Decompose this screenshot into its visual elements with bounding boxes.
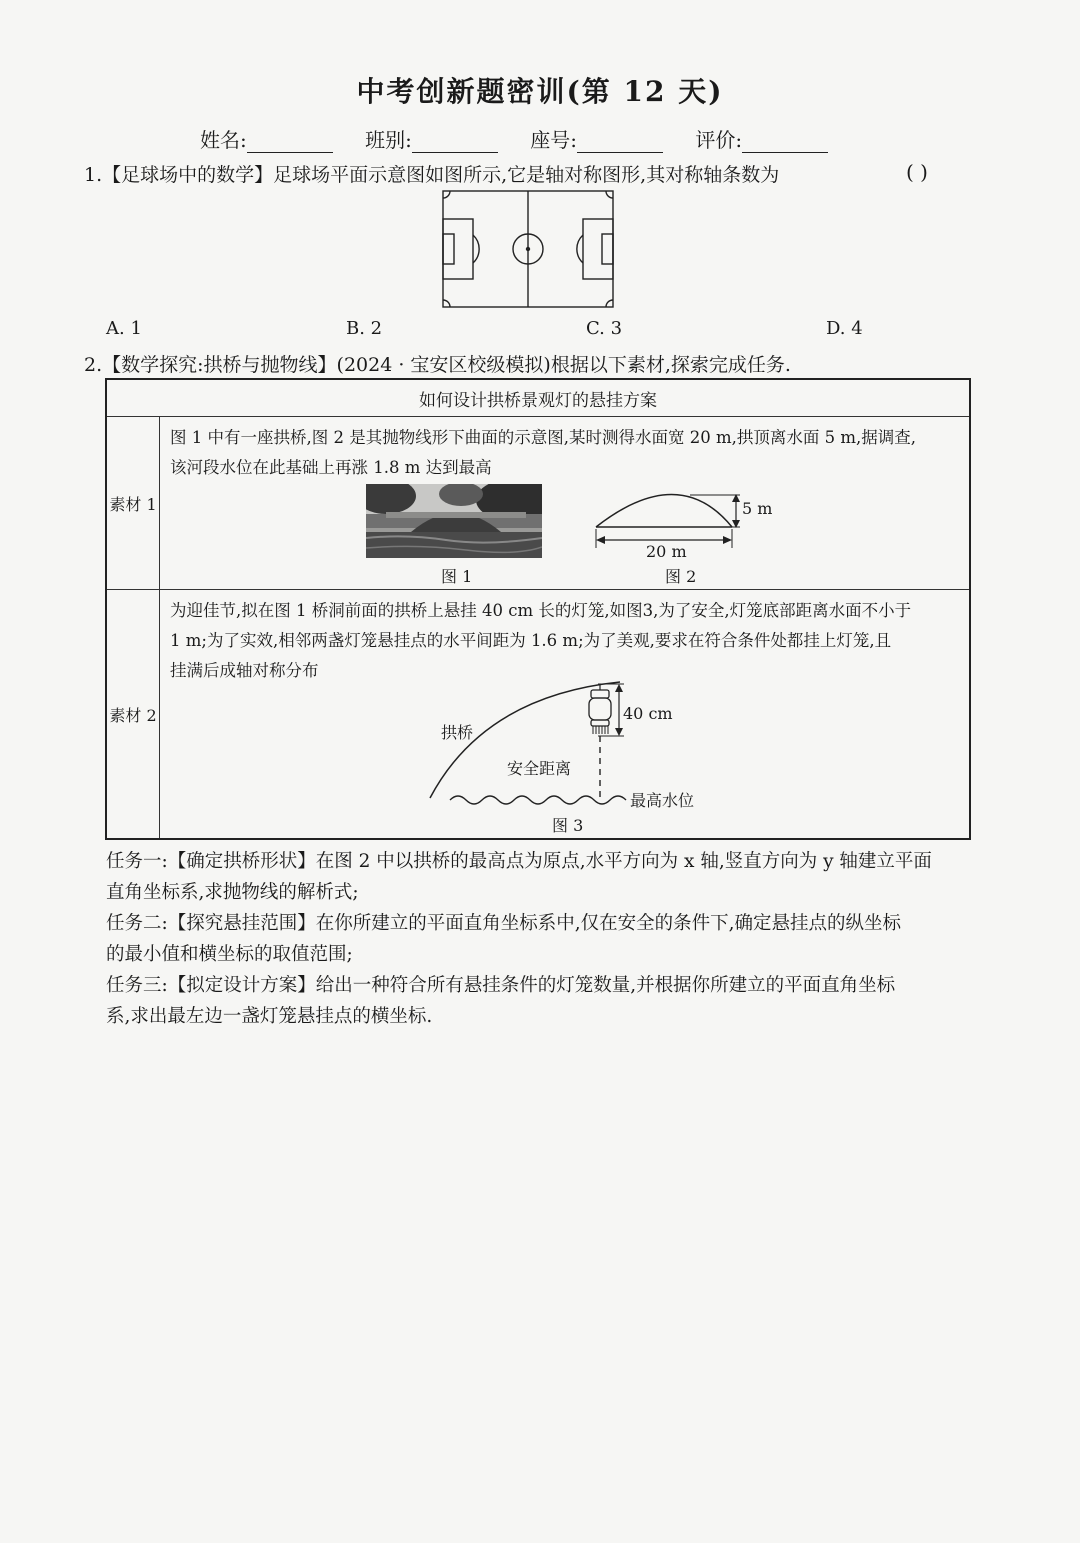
- soccer-field-diagram: [442, 190, 614, 308]
- material-2-line-1: 为迎佳节,拟在图 1 桥洞前面的拱桥上悬挂 40 cm 长的灯笼,如图3,为了安全,灯笼底部距离水面不小于: [170, 601, 912, 620]
- class-field: [365, 124, 498, 153]
- bridge-photo: [366, 484, 542, 558]
- task-3-line-2: 系,求出最左边一盏灯笼悬挂点的横坐标.: [106, 1006, 433, 1027]
- question-2-text: 2.【数学探究:拱桥与抛物线】(2024 · 宝安区校级模拟)根据以下素材,探索完成任务.: [84, 354, 791, 376]
- name-field: [200, 124, 333, 153]
- fig3-bridge-label: 拱桥: [441, 723, 474, 742]
- question-1-text: 1.【足球场中的数学】足球场平面示意图如图所示,它是轴对称图形,其对称轴条数为: [84, 164, 780, 186]
- class-blank: [412, 134, 498, 153]
- task-2-line-1: 任务二:【探究悬挂范围】在你所建立的平面直角坐标系中,仅在安全的条件下,确定悬挂点的纵坐标: [106, 913, 901, 934]
- option-a: A. 1: [106, 318, 142, 339]
- student-info-row: [200, 124, 854, 153]
- option-b: B. 2: [346, 318, 383, 339]
- fig3-caption: 图 3: [552, 816, 584, 835]
- task-1-line-1: 任务一:【确定拱桥形状】在图 2 中以拱桥的最高点为原点,水平方向为 x 轴,竖直方向为 y 轴建立平面: [106, 851, 932, 872]
- material-2-line-2: 1 m;为了实效,相邻两盏灯笼悬挂点的水平间距为 1.6 m;为了美观,要求在符合条件处都挂上灯笼,且: [170, 631, 892, 650]
- answer-parentheses: ( ): [906, 160, 928, 184]
- eval-field: [695, 124, 828, 153]
- material-1-label: 素材 1: [106, 417, 160, 590]
- material-1-cell: [160, 417, 971, 590]
- page-title: 中考创新题密训(第 12 天): [356, 75, 724, 108]
- name-label: 姓名:: [200, 128, 247, 152]
- task-3-line-1: 任务三:【拟定设计方案】给出一种符合所有悬挂条件的灯笼数量,并根据你所建立的平面直角坐标: [106, 975, 896, 996]
- fig3-water-level-label: 最高水位: [630, 791, 695, 810]
- eval-blank: [742, 134, 828, 153]
- tasks-block: [106, 846, 974, 1032]
- fig2-caption: 图 2: [665, 567, 697, 586]
- class-label: 班别:: [365, 128, 412, 152]
- material-1-line-1: 图 1 中有一座拱桥,图 2 是其抛物线形下曲面的示意图,某时测得水面宽 20 m,拱顶离水面 5 m,据调查,: [170, 428, 916, 447]
- material-2-line-3: 挂满后成轴对称分布: [170, 661, 319, 680]
- fig1-caption: 图 1: [441, 567, 473, 586]
- material-2-label: 素材 2: [106, 590, 160, 840]
- fig3-safe-distance-label: 安全距离: [507, 759, 572, 778]
- option-c: C. 3: [586, 318, 623, 339]
- name-blank: [247, 134, 333, 153]
- fig3-lantern-length: 40 cm: [623, 704, 673, 723]
- option-d: D. 4: [826, 318, 863, 339]
- seat-label: 座号:: [530, 128, 577, 152]
- eval-label: 评价:: [695, 128, 743, 152]
- table-title: 如何设计拱桥景观灯的悬挂方案: [106, 379, 970, 417]
- seat-blank: [577, 134, 663, 153]
- task-1-line-2: 直角坐标系,求抛物线的解析式;: [106, 882, 359, 903]
- material-1-line-2: 该河段水位在此基础上再涨 1.8 m 达到最高: [170, 458, 492, 477]
- fig2-height-label: 5 m: [742, 499, 773, 518]
- material-1-text: [160, 417, 969, 483]
- fig2-width-label: 20 m: [646, 542, 687, 561]
- material-2-text: [160, 590, 969, 686]
- seat-field: [530, 124, 663, 153]
- task-2-line-2: 的最小值和横坐标的取值范围;: [106, 944, 353, 965]
